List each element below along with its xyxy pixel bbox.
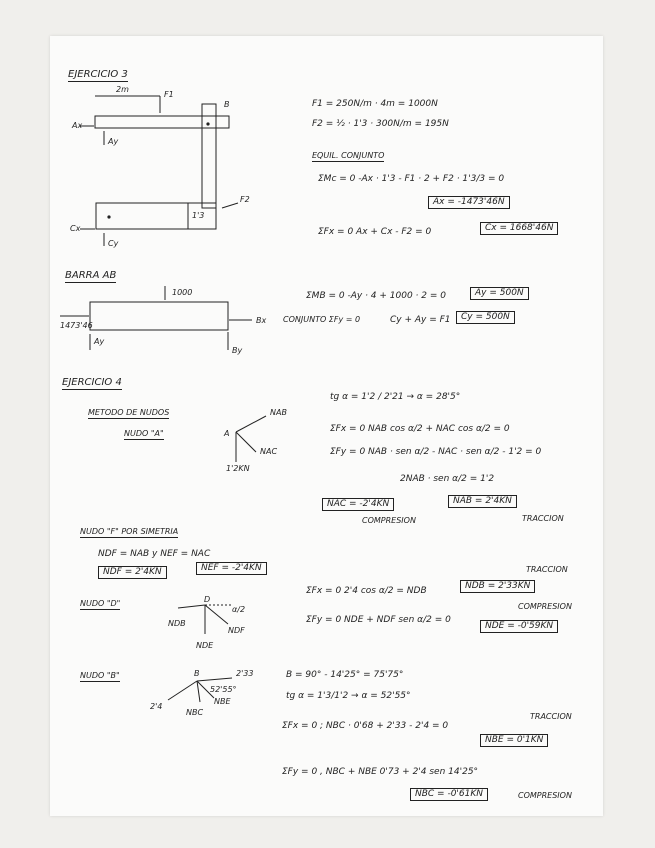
label-node-a: A (224, 429, 230, 438)
result-ax: Ax = -1473'46N (428, 196, 510, 209)
eq-b-fx: ΣFx = 0 ; NBC · 0'68 + 2'33 - 2'4 = 0 (282, 721, 449, 731)
label-nbe: NBE (214, 697, 231, 706)
eq-tg: tg α = 1'2 / 2'21 → α = 28'5° (330, 392, 461, 402)
eq-symmetry: NDF = NAB y NEF = NAC (98, 549, 211, 559)
result-nde: NDE = -0'59KN (480, 620, 558, 633)
eq-b-tg: tg α = 1'3/1'2 → α = 52'55° (286, 691, 411, 701)
label-ax: Ax (72, 121, 83, 130)
label-ndf: NDF (228, 626, 245, 635)
result-cy: Cy = 500N (456, 311, 515, 324)
label-bar-ay: Ay (94, 337, 105, 346)
label-angle-d: α/2 (232, 605, 246, 614)
label-bx: Bx (256, 316, 267, 325)
label-nde: NDE (196, 641, 214, 650)
equil-title: EQUIL. CONJUNTO (312, 151, 385, 160)
beam-ab (95, 116, 229, 128)
label-nac: NAC (260, 447, 278, 456)
label-angle-b: 52'55° (210, 685, 237, 694)
eq-fy: Cy + Ay = F1 (390, 315, 451, 325)
label-traccion-nab: TRACCION (522, 514, 564, 523)
nudo-f-title: NUDO "F" POR SIMETRIA (80, 527, 179, 536)
label-node-d: D (204, 595, 211, 604)
label-cy: Cy (108, 239, 119, 248)
label-ndb: NDB (168, 619, 186, 628)
label-b: B (224, 100, 230, 109)
result-ay: Ay = 500N (470, 287, 529, 300)
exercise-4-title: EJERCICIO 4 (62, 377, 122, 388)
label-h: 1'3 (192, 211, 205, 220)
eq-f1: F1 = 250N/m · 4m = 1000N (312, 99, 438, 109)
label-f1: F1 (164, 90, 174, 99)
eq-b-angle: B = 90° - 14'25° = 75'75° (286, 670, 404, 680)
result-ndf: NDF = 2'4KN (98, 566, 167, 579)
exercise-3-title: EJERCICIO 3 (68, 69, 128, 80)
label-load: 1000 (172, 288, 193, 297)
eq-b-fy: ΣFy = 0 , NBC + NBE 0'73 + 2'4 sen 14'25° (282, 767, 479, 777)
eq-a-fx: ΣFx = 0 NAB cos α/2 + NAC cos α/2 = 0 (330, 424, 510, 434)
label-nab: NAB (270, 408, 287, 417)
label-compresion-nbc: COMPRESION (518, 791, 572, 800)
label-by: By (232, 346, 243, 355)
result-nef: NEF = -2'4KN (196, 562, 267, 575)
label-nbc: NBC (186, 708, 204, 717)
nudo-b-title: NUDO "B" (80, 671, 120, 680)
nudo-d-title: NUDO "D" (80, 599, 121, 608)
result-nac: NAC = -2'4KN (322, 498, 394, 511)
label-left-force: 1473'46 (60, 321, 93, 330)
method-title: METODO DE NUDOS (88, 408, 170, 417)
column-b (202, 104, 216, 208)
label-compresion-nde: COMPRESION (518, 602, 572, 611)
result-cx: Cx = 1668'46N (480, 222, 558, 235)
label-ay: Ay (108, 137, 119, 146)
result-nbc: NBC = -0'61KN (410, 788, 488, 801)
label-24: 2'4 (150, 702, 163, 711)
result-nbe: NBE = 0'1KN (480, 734, 548, 747)
label-traccion-nbe: TRACCION (530, 712, 572, 721)
eq-fx: ΣFx = 0 Ax + Cx - F2 = 0 (318, 227, 432, 237)
eq-d-fx: ΣFx = 0 2'4 cos α/2 = NDB (306, 586, 427, 596)
bar-ab (90, 302, 228, 330)
eq-a-fy: ΣFy = 0 NAB · sen α/2 - NAC · sen α/2 - 1'2 = 0 (330, 447, 542, 457)
label-load-a: 1'2KN (226, 464, 250, 473)
barra-title: BARRA AB (65, 270, 117, 281)
eq-f2: F2 = ½ · 1'3 · 300N/m = 195N (312, 119, 449, 129)
eq-d-fy: ΣFy = 0 NDE + NDF sen α/2 = 0 (306, 615, 451, 625)
eq-mc: ΣMc = 0 -Ax · 1'3 - F1 · 2 + F2 · 1'3/3 = 0 (318, 174, 505, 184)
label-233: 2'33 (236, 669, 254, 678)
eq-mb: ΣMB = 0 -Ay · 4 + 1000 · 2 = 0 (306, 291, 446, 301)
label-cx: Cx (70, 224, 81, 233)
result-ndb: NDB = 2'33KN (460, 580, 535, 593)
eq-fy-label: CONJUNTO ΣFy = 0 (283, 315, 361, 324)
label-traccion-ndb: TRACCION (526, 565, 568, 574)
label-compresion-nac: COMPRESION (362, 516, 416, 525)
result-nab: NAB = 2'4KN (448, 495, 517, 508)
nudo-a-title: NUDO "A" (124, 429, 164, 438)
eq-sum: 2NAB · sen α/2 = 1'2 (400, 474, 495, 484)
label-f2: F2 (240, 195, 250, 204)
dim-2m: 2m (116, 85, 129, 94)
label-node-b: B (194, 669, 200, 678)
